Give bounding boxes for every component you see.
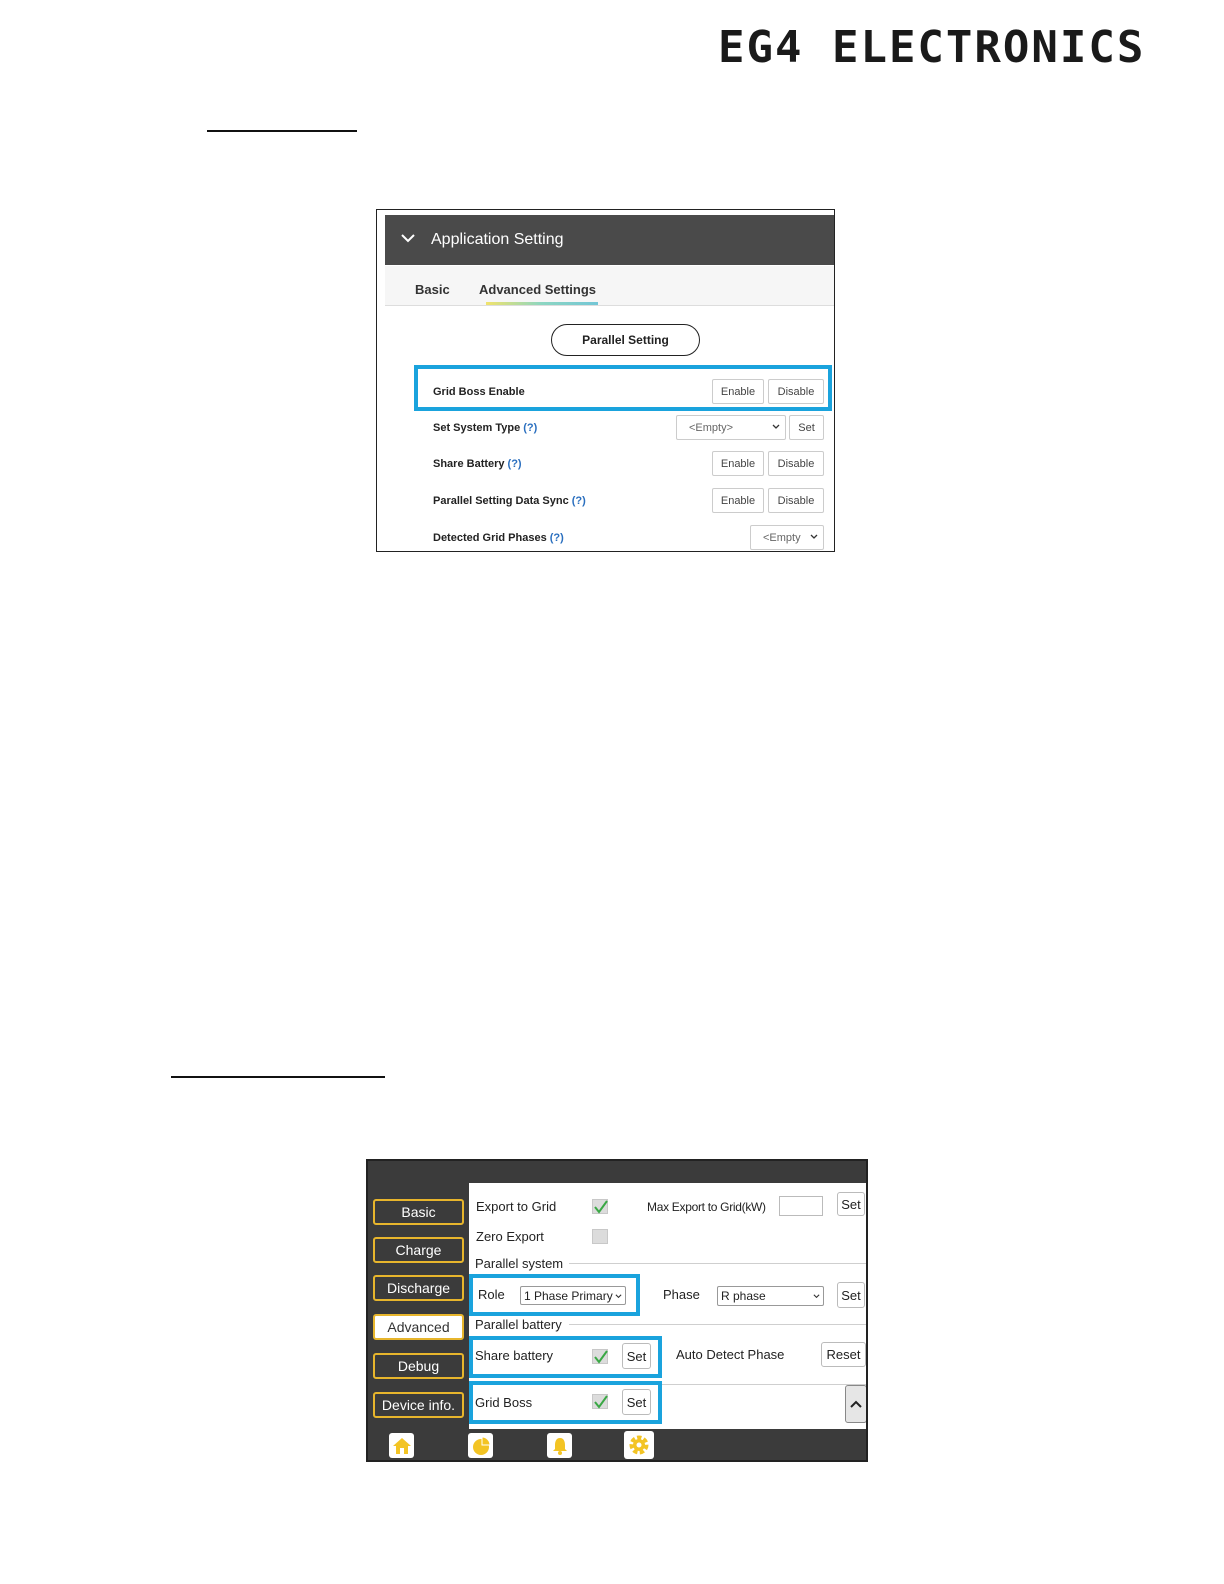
check-icon: [593, 1199, 609, 1215]
detected-grid-phases-label: Detected Grid Phases (?): [433, 532, 564, 544]
advanced-settings-body: [393, 312, 835, 552]
parallel-system-set-button[interactable]: Set: [837, 1282, 865, 1308]
help-icon[interactable]: (?): [523, 422, 538, 434]
heading-underline-1: [207, 130, 357, 132]
system-type-set-button[interactable]: Set: [789, 415, 824, 440]
panel-title: Application Setting: [431, 231, 564, 248]
bell-icon[interactable]: [547, 1433, 572, 1458]
lcd-bottom-bar: [368, 1429, 868, 1462]
parallel-system-divider: [569, 1263, 868, 1264]
share-battery-set-button[interactable]: Set: [622, 1343, 651, 1369]
help-icon[interactable]: (?): [549, 532, 564, 544]
help-icon[interactable]: (?): [507, 458, 522, 470]
pie-chart-icon[interactable]: [468, 1433, 493, 1458]
chevron-down-icon: [772, 423, 780, 431]
role-highlight-box: [469, 1274, 640, 1316]
settings-tabs: [385, 266, 835, 306]
inverter-lcd-screenshot: [366, 1159, 868, 1462]
share-battery-label: Share Battery (?): [433, 458, 522, 470]
auto-detect-phase-label: Auto Detect Phase: [676, 1347, 785, 1362]
data-sync-row: [393, 483, 835, 519]
brand-logo: EG4 ELECTRONICS: [718, 22, 1146, 73]
web-portal-screenshot: [376, 209, 835, 552]
chevron-down-icon: [810, 533, 818, 541]
phase-label: Phase: [663, 1287, 700, 1302]
export-to-grid-label: Export to Grid: [476, 1199, 557, 1214]
phase-select[interactable]: R phase: [717, 1286, 824, 1306]
lcd-advanced-panel: [469, 1183, 868, 1429]
parallel-battery-divider: [569, 1324, 868, 1325]
nav-charge-button[interactable]: Charge: [373, 1237, 464, 1263]
nav-device-info-button[interactable]: Device info.: [373, 1392, 464, 1418]
system-type-select[interactable]: <Empty>: [676, 415, 786, 440]
set-system-type-label: Set System Type (?): [433, 422, 538, 434]
scroll-up-button[interactable]: [845, 1385, 867, 1423]
help-icon[interactable]: (?): [571, 495, 586, 507]
chevron-down-icon[interactable]: [399, 229, 417, 247]
auto-detect-reset-button[interactable]: Reset: [821, 1342, 866, 1367]
max-export-set-button[interactable]: Set: [837, 1192, 865, 1216]
data-sync-disable-button[interactable]: Disable: [768, 488, 824, 513]
set-system-type-row: [393, 410, 835, 446]
share-battery-disable-button[interactable]: Disable: [768, 451, 824, 476]
parallel-battery-legend: Parallel battery: [475, 1317, 566, 1332]
nav-advanced-button[interactable]: Advanced: [373, 1314, 464, 1340]
grid-boss-set-button[interactable]: Set: [622, 1389, 651, 1415]
chevron-up-icon: [849, 1399, 863, 1409]
nav-discharge-button[interactable]: Discharge: [373, 1275, 464, 1301]
home-icon[interactable]: [389, 1433, 414, 1458]
application-setting-header[interactable]: [385, 215, 835, 265]
grid-boss-highlight-box: [469, 1381, 662, 1424]
chevron-down-icon: [813, 1293, 820, 1300]
role-select[interactable]: 1 Phase Primary: [520, 1286, 626, 1305]
heading-underline-2: [171, 1076, 385, 1078]
role-label: Role: [478, 1287, 505, 1302]
grid-boss-enable-label: Grid Boss Enable: [433, 386, 525, 398]
tab-advanced-settings[interactable]: Advanced Settings: [479, 282, 597, 297]
share-battery-row: [393, 446, 835, 482]
detected-grid-phases-row: [393, 520, 835, 552]
data-sync-label: Parallel Setting Data Sync (?): [433, 495, 586, 507]
grid-boss-label: Grid Boss: [475, 1395, 533, 1410]
grid-boss-enable-button[interactable]: Enable: [712, 379, 764, 404]
max-export-label: Max Export to Grid(kW): [647, 1200, 766, 1214]
data-sync-enable-button[interactable]: Enable: [712, 488, 764, 513]
nav-basic-button[interactable]: Basic: [373, 1199, 464, 1225]
max-export-input[interactable]: [779, 1196, 823, 1216]
zero-export-checkbox[interactable]: [592, 1229, 608, 1244]
share-battery-highlight-box: [469, 1336, 662, 1378]
grid-boss-highlight-box: [414, 365, 832, 411]
zero-export-label: Zero Export: [476, 1229, 544, 1244]
grid-phases-select[interactable]: <Empty: [750, 525, 824, 550]
share-battery-label: Share battery: [475, 1348, 554, 1363]
active-tab-indicator: [486, 302, 598, 305]
parallel-system-legend: Parallel system: [475, 1256, 567, 1271]
tab-basic[interactable]: Basic: [415, 282, 450, 297]
lcd-side-nav: [368, 1183, 468, 1431]
parallel-setting-button[interactable]: Parallel Setting: [551, 324, 700, 356]
export-to-grid-checkbox[interactable]: [592, 1199, 608, 1214]
gear-icon[interactable]: [624, 1431, 654, 1459]
share-battery-enable-button[interactable]: Enable: [712, 451, 764, 476]
grid-boss-disable-button[interactable]: Disable: [768, 379, 824, 404]
nav-debug-button[interactable]: Debug: [373, 1353, 464, 1379]
